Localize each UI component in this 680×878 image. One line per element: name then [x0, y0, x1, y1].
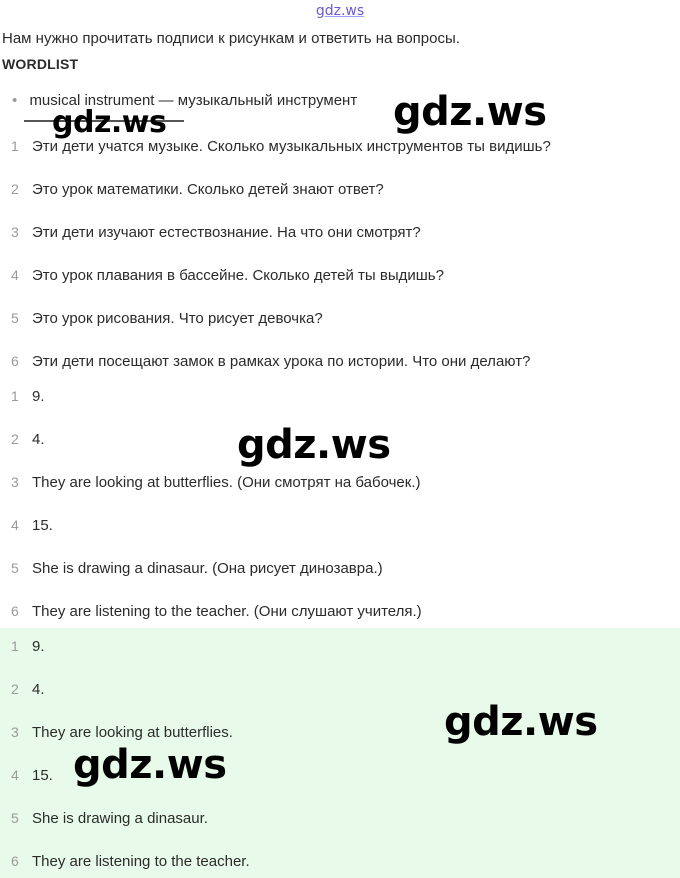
question-row — [0, 264, 444, 286]
answer-text: She is drawing a dinasaur. (Она рисует динозавра.) — [32, 559, 383, 577]
row-number: 4 — [11, 767, 19, 783]
answer-row — [0, 471, 421, 493]
watermark: gdz.ws — [52, 105, 167, 140]
answer-text: 4. — [32, 680, 45, 698]
wordlist-title: WORDLIST — [2, 56, 79, 72]
answer-text: They are listening to the teacher. (Они слушают учителя.) — [32, 602, 422, 620]
answer-text: They are looking at butterflies. — [32, 723, 233, 741]
row-number: 2 — [11, 681, 19, 697]
row-number: 1 — [11, 638, 19, 654]
answer-row — [0, 764, 53, 786]
row-number: 6 — [11, 353, 19, 369]
row-number: 5 — [11, 810, 19, 826]
row-number: 4 — [11, 267, 19, 283]
row-number: 5 — [11, 560, 19, 576]
question-text: Это урок рисования. Что рисует девочка? — [32, 309, 323, 327]
row-number: 3 — [11, 474, 19, 490]
row-number: 2 — [11, 181, 19, 197]
row-number: 6 — [11, 853, 19, 869]
answer-text: She is drawing a dinasaur. — [32, 809, 208, 827]
answer-text: They are looking at butterflies. (Они смотрят на бабочек.) — [32, 473, 421, 491]
answer-row — [0, 514, 53, 536]
question-row — [0, 350, 530, 372]
answer-row — [0, 678, 45, 700]
answer-row — [0, 428, 45, 450]
question-row — [0, 307, 323, 329]
row-number: 3 — [11, 224, 19, 240]
site-label[interactable]: gdz.ws — [315, 3, 365, 19]
wordlist-item-text: musical instrument — музыкальный инструмент — [29, 92, 358, 109]
row-number: 1 — [11, 388, 19, 404]
answer-text: 15. — [32, 516, 53, 534]
row-number: 6 — [11, 603, 19, 619]
row-number: 1 — [11, 138, 19, 154]
row-number: 2 — [11, 431, 19, 447]
row-number: 5 — [11, 310, 19, 326]
watermark: gdz.ws — [444, 699, 598, 745]
answer-text: 15. — [32, 766, 53, 784]
answer-row — [0, 807, 208, 829]
answer-row — [0, 635, 45, 657]
question-text: Это урок математики. Сколько детей знают ответ? — [32, 180, 384, 198]
question-text: Это урок плавания в бассейне. Сколько детей ты выдишь? — [32, 266, 444, 284]
question-text: Эти дети посещают замок в рамках урока по истории. Что они делают? — [32, 352, 531, 370]
answer-row — [0, 557, 383, 579]
answer-row — [0, 600, 422, 622]
answer-text: 9. — [32, 637, 45, 655]
question-text: Эти дети изучают естествознание. На что они смотрят? — [32, 223, 421, 241]
question-text: Эти дети учатся музыке. Сколько музыкальных инструментов ты видишь? — [32, 137, 551, 155]
watermark: gdz.ws — [393, 89, 547, 135]
question-row — [0, 178, 384, 200]
answer-row — [0, 721, 233, 743]
answer-row — [0, 385, 45, 407]
row-number: 3 — [11, 724, 19, 740]
bullet-icon: • — [12, 92, 18, 109]
watermark: gdz.ws — [73, 742, 227, 788]
answer-text: They are listening to the teacher. — [32, 852, 250, 870]
answer-row — [0, 850, 250, 872]
answer-text: 4. — [32, 430, 45, 448]
question-row — [0, 221, 421, 243]
row-number: 4 — [11, 517, 19, 533]
intro-text: Нам нужно прочитать подписи к рисункам и ответить на вопросы. — [2, 30, 460, 47]
watermark: gdz.ws — [237, 422, 391, 468]
answer-text: 9. — [32, 387, 45, 405]
